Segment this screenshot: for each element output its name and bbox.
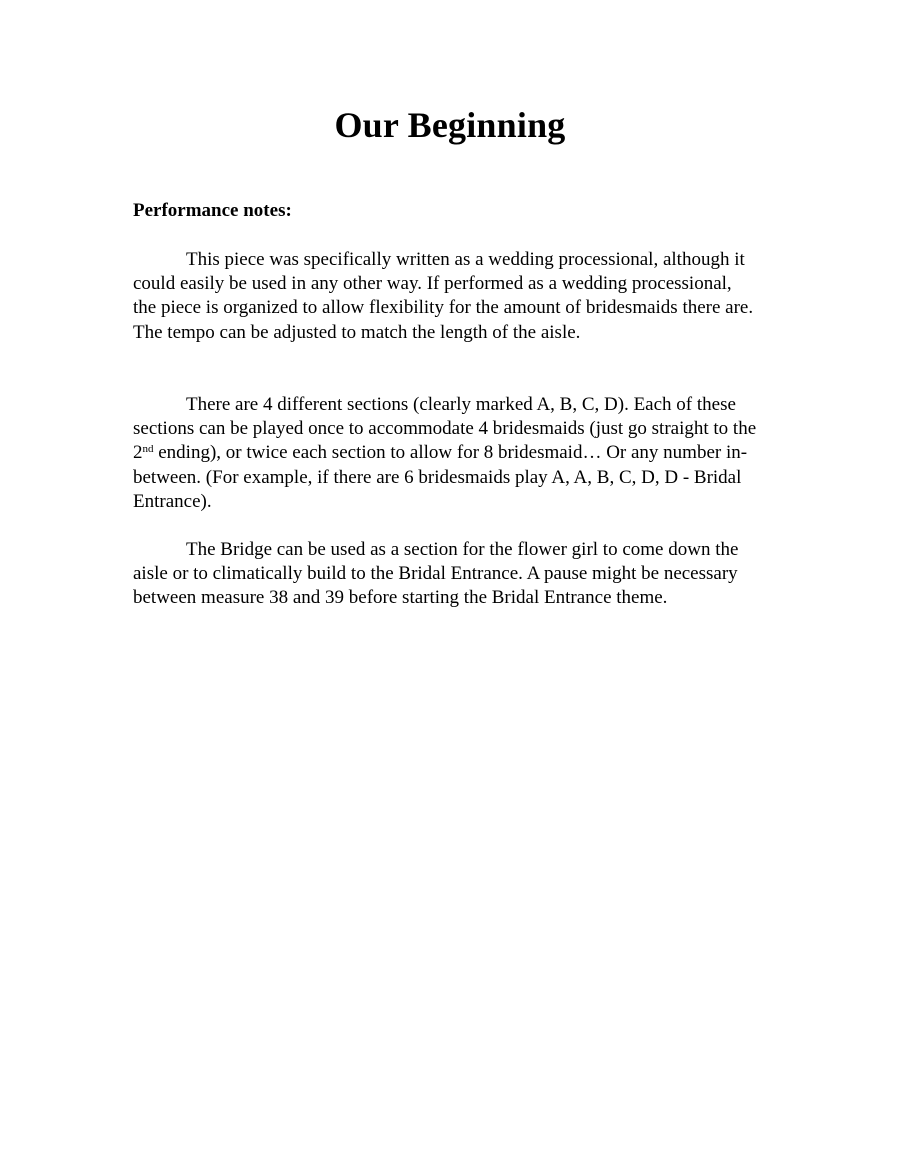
paragraph-sections-notes (133, 393, 758, 514)
ordinal-superscript: nd (142, 443, 154, 456)
paragraph-tempo-notes: This piece was specifically written as a wedding processional, although it could easily be used in any other way. If performed as a wedding processional, the piece is organized to allow flexibility for the amount of bridesmaids there are. The tempo can be adjusted to match the length of the aisle. (133, 249, 754, 343)
paragraph-sections-text-end: ending), or twice each section to allow for 8 bridesmaid… Or any number in-between. (For example, if there are 6 bridesmaids play A, A, B, C, D, D - Bridal Entrance). (133, 442, 748, 512)
paragraph-sections-text-start: There are 4 different sections (clearly marked A, B, C, D). Each of these sections can be played once to accommodate 4 bridesmaids (just go straight to the 2 (133, 394, 757, 464)
performance-notes-heading: Performance notes: (133, 200, 292, 221)
page-title: Our Beginning (334, 105, 566, 145)
paragraph-bridge-notes: The Bridge can be used as a section for the flower girl to come down the aisle or to climatically build to the Bridal Entrance. A pause might be necessary between measure 38 and 39 before starting the Bridal Entrance theme. (133, 539, 739, 609)
